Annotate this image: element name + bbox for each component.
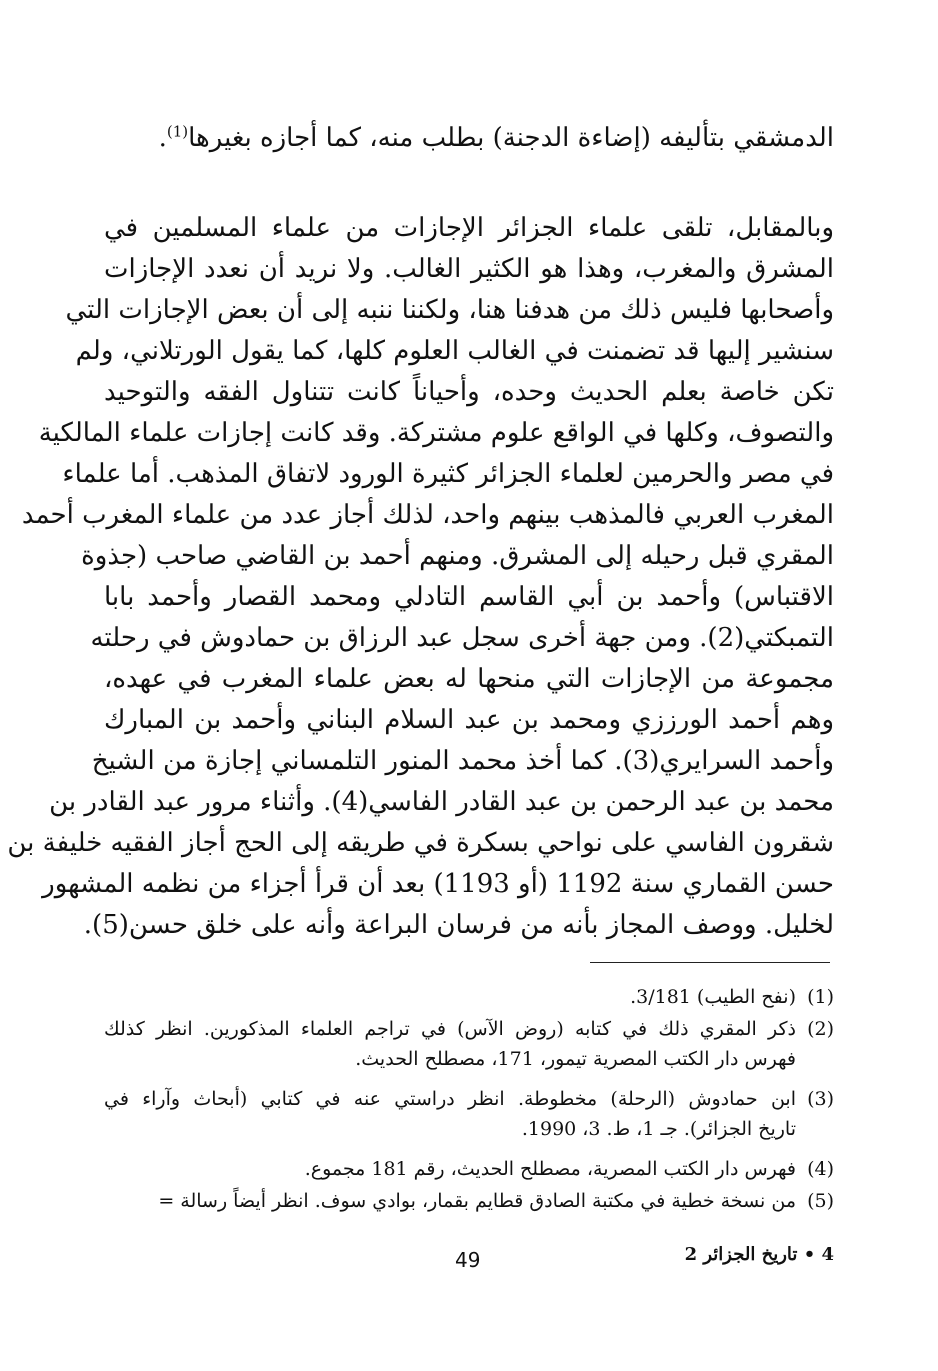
- footnote-number: (1): [807, 986, 834, 1008]
- paragraph-line: حسن القماري سنة 1192 (أو 1193) بعد أن قرأ أجزاء من نظمه المشهور: [42, 869, 834, 899]
- footnote-5: [104, 1186, 834, 1216]
- carryover-line: الدمشقي بتأليفه (إضاءة الدجنة) بطلب منه، كما أجازه بغيرها$^{(1)}$.: [158, 122, 834, 153]
- footnote-3: [104, 1084, 834, 1114]
- footnote-4: [104, 1154, 834, 1184]
- paragraph-line: الاقتباس) وأحمد بن أبي القاسم التادلي ومحمد القصار وأحمد بابا: [104, 582, 834, 612]
- footnote-1: [104, 982, 834, 1012]
- footnote-ref-1: (1): [166, 122, 189, 141]
- footnote-2: [104, 1014, 834, 1044]
- page-number: 49: [455, 1248, 481, 1272]
- paragraph-line: في مصر والحرمين لعلماء الجزائر كثيرة الورود لاتفاق المذهب. أما علماء: [62, 459, 834, 489]
- footnote-number: (5): [807, 1190, 834, 1212]
- paragraph-line: المغرب العربي فالمذهب بينهم واحد، لذلك أجاز عدد من علماء المغرب أحمد: [21, 500, 834, 530]
- paragraph-line: تكن خاصة بعلم الحديث وحده، وأحياناً كانت تتناول الفقه والتوحيد: [104, 377, 834, 407]
- paragraph-line: المقري قبل رحيله إلى المشرق. ومنهم أحمد بن القاضي صاحب (جذوة: [81, 541, 834, 571]
- footnote-number: (4): [807, 1158, 834, 1180]
- carryover-text: الدمشقي بتأليفه (إضاءة الدجنة) بطلب منه، كما أجازه بغيرها: [188, 123, 834, 153]
- footnote-text: (نفح الطيب) 3/181.: [630, 986, 796, 1008]
- paragraph-line: وأصحابها فليس ذلك من هدفنا هنا، ولكننا ننبه إلى أن بعض الإجازات التي: [65, 295, 834, 325]
- paragraph-line: والتصوف، وكلها في الواقع علوم مشتركة. وقد كانت إجازات علماء المالكية: [38, 418, 834, 448]
- paragraph-line: مجموعة من الإجازات التي منحها له بعض علماء المغرب في عهده،: [104, 664, 834, 694]
- paragraph-line: وبالمقابل، تلقى علماء الجزائر الإجازات من علماء المسلمين في: [104, 213, 834, 243]
- footnote-2-cont: فهرس دار الكتب المصرية تيمور، 171، مصطلح الحديث.: [355, 1048, 796, 1070]
- paragraph-line: سنشير إليها قد تضمنت في الغالب العلوم كلها، كما يقول الورتلاني، ولم: [75, 336, 834, 366]
- footnote-text: ابن حمادوش (الرحلة) مخطوطة. انظر دراستي عنه في كتابي (أبحاث وآراء في: [104, 1088, 796, 1110]
- footnote-text: ذكر المقري ذلك في كتابه (روض الآس) في تراجم العلماء المذكورين. انظر كذلك: [104, 1018, 796, 1040]
- footnote-text: من نسخة خطية في مكتبة الصادق قطايم بقمار، بوادي سوف. انظر أيضاً رسالة =: [158, 1190, 796, 1212]
- footnote-divider: [590, 962, 830, 963]
- footnote-text: فهرس دار الكتب المصرية، مصطلح الحديث، رقم 181 مجموع.: [304, 1158, 796, 1180]
- paragraph-line: شقرون الفاسي على نواحي بسكرة في طريقه إلى الحج أجاز الفقيه خليفة بن: [7, 828, 834, 858]
- running-footer: 4 • تاريخ الجزائر 2: [684, 1244, 834, 1265]
- paragraph-line: وأحمد السرايري(3). كما أخذ محمد المنور التلمساني إجازة من الشيخ: [91, 746, 834, 776]
- paragraph-line: المشرق والمغرب، وهذا هو الكثير الغالب. ولا نريد أن نعدد الإجازات: [104, 254, 834, 284]
- paragraph-line: لخليل. ووصف المجاز بأنه من فرسان البراعة وأنه على خلق حسن(5).: [83, 910, 834, 940]
- paragraph-line: محمد بن عبد الرحمن بن عبد القادر الفاسي(4). وأثناء مرور عبد القادر بن: [49, 787, 834, 817]
- paragraph-line: وهم أحمد الورززي ومحمد بن عبد السلام البناني وأحمد بن المبارك: [104, 705, 834, 735]
- paragraph-line: التمبكتي(2). ومن جهة أخرى سجل عبد الرزاق بن حمادوش في رحلته: [90, 623, 834, 653]
- footnote-3-cont: تاريخ الجزائر). جـ 1، ط. 3، 1990.: [521, 1118, 796, 1140]
- footnote-number: (3): [807, 1088, 834, 1110]
- footnote-number: (2): [807, 1018, 834, 1040]
